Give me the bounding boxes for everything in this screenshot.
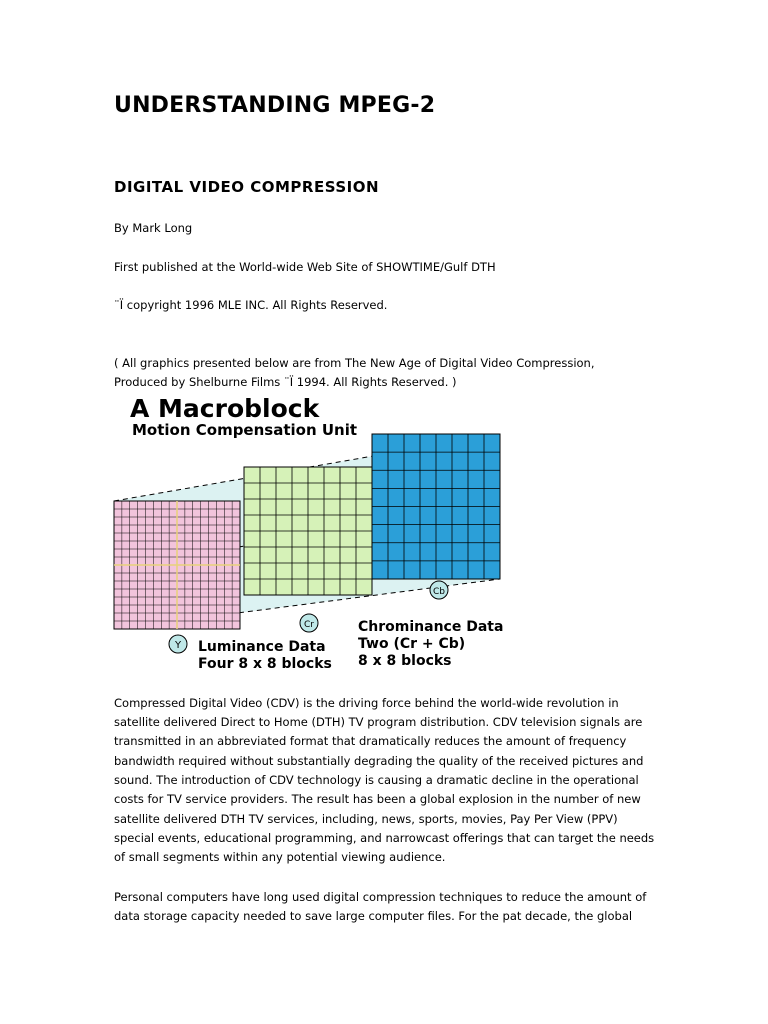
graphics-note-line: ( All graphics presented below are from The New Age of Digital Video Compression, (114, 356, 595, 370)
paragraph-line: Personal computers have long used digital compression techniques to reduce the amount of (114, 890, 647, 904)
paragraph-line: satellite delivered Direct to Home (DTH) TV program distribution. CDV television signals are (114, 715, 643, 729)
figure-title: A Macroblock (130, 394, 320, 423)
y-badge (169, 635, 187, 653)
paragraph-line: sound. The introduction of CDV technology is causing a dramatic decline in the operational (114, 773, 639, 787)
chrominance-blocks-label: 8 x 8 blocks (358, 653, 452, 669)
cb-badge (430, 581, 448, 599)
cb-block (372, 434, 500, 579)
paragraph-line: bandwidth required without substantially degrading the quality of the received pictures and (114, 754, 644, 768)
luminance-block (114, 501, 240, 629)
copyright-note: ¨Ï copyright 1996 MLE INC. All Rights Reserved. (114, 298, 388, 312)
cr-badge (300, 614, 318, 632)
paragraph-line: costs for TV service providers. The result has been a global explosion in the number of new (114, 792, 641, 806)
svg-text:Y: Y (174, 640, 182, 651)
paragraph-line: transmitted in an abbreviated format that dramatically reduces the amount of frequency (114, 734, 627, 748)
graphics-note-line: Produced by Shelburne Films ¨Ï 1994. All Rights Reserved. ) (114, 375, 457, 389)
page-title: UNDERSTANDING MPEG-2 (114, 93, 436, 118)
macroblock-figure (110, 393, 510, 673)
svg-text:Cr: Cr (304, 620, 314, 630)
chrominance-sublabel: Two (Cr + Cb) (358, 636, 466, 652)
chrominance-label: Chrominance Data (358, 619, 504, 635)
luminance-label: Luminance Data (198, 639, 326, 655)
paragraph-line: data storage capacity needed to save large computer files. For the pat decade, the global (114, 909, 633, 923)
paragraph-line: satellite delivered DTH TV services, including, news, sports, movies, Pay Per View (PPV) (114, 812, 618, 826)
page-subtitle: DIGITAL VIDEO COMPRESSION (114, 178, 380, 196)
svg-text:Cb: Cb (433, 587, 445, 597)
paragraph-line: of small segments within any potential viewing audience. (114, 850, 446, 864)
figure-subtitle: Motion Compensation Unit (132, 421, 358, 439)
paragraph-line: Compressed Digital Video (CDV) is the driving force behind the world-wide revolution in (114, 696, 619, 710)
cr-block (244, 467, 372, 595)
byline: By Mark Long (114, 221, 193, 235)
luminance-sublabel: Four 8 x 8 blocks (198, 656, 332, 672)
published-note: First published at the World-wide Web Site of SHOWTIME/Gulf DTH (114, 260, 496, 274)
paragraph-line: special events, educational programming, and narrowcast offerings that can target the needs (114, 831, 655, 845)
